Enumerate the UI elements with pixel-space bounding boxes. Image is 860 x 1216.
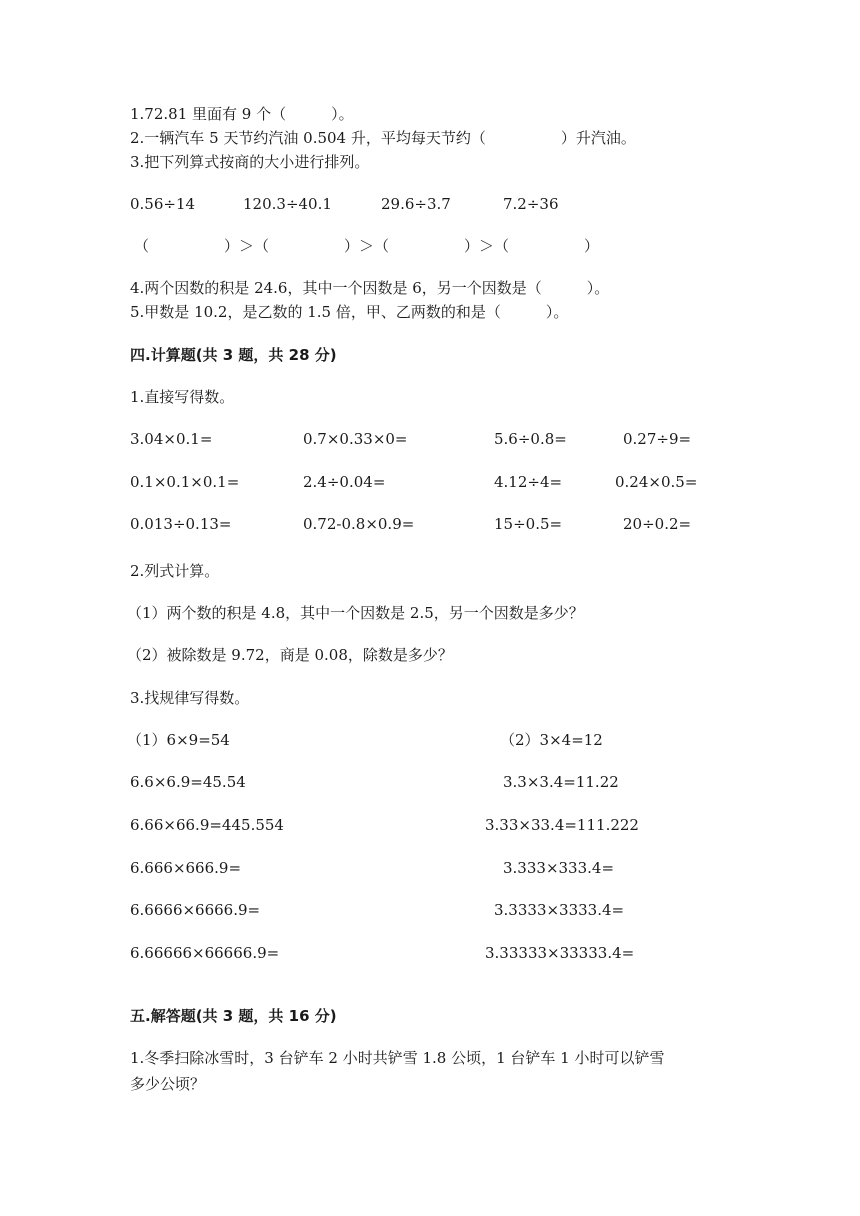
part-3-title: 3.找规律写得数。 bbox=[130, 689, 250, 707]
calc-item: 5.6÷0.8= bbox=[494, 430, 567, 448]
pattern-left: （1）6×9=54 bbox=[127, 731, 230, 749]
division-expression: 120.3÷40.1 bbox=[243, 195, 332, 213]
calc-item: 0.27÷9= bbox=[623, 430, 692, 448]
calc-item: 20÷0.2= bbox=[623, 515, 692, 533]
fill-question-3: 3.把下列算式按商的大小进行排列。 bbox=[130, 153, 370, 171]
calc-item: 0.7×0.33×0= bbox=[303, 430, 408, 448]
pattern-right: 3.33333×33333.4= bbox=[485, 944, 635, 962]
answer-question-1-line-1: 1.冬季扫除冰雪时，3 台铲车 2 小时共铲雪 1.8 公顷，1 台铲车 1 小时可以铲雪 bbox=[130, 1049, 665, 1067]
calc-item: 2.4÷0.04= bbox=[303, 473, 386, 491]
word-problem: （2）被除数是 9.72，商是 0.08，除数是多少？ bbox=[127, 646, 453, 664]
division-expression: 29.6÷3.7 bbox=[381, 195, 451, 213]
division-expression: 0.56÷14 bbox=[130, 195, 196, 213]
pattern-right: 3.3×3.4=11.22 bbox=[503, 773, 619, 791]
fill-question-2: 2.一辆汽车 5 天节约汽油 0.504 升，平均每天节约（ ）升汽油。 bbox=[130, 129, 636, 147]
pattern-left: 6.66666×66666.9= bbox=[130, 944, 280, 962]
calc-item: 3.04×0.1= bbox=[130, 430, 213, 448]
pattern-right: 3.3333×3333.4= bbox=[494, 901, 625, 919]
part-1-title: 1.直接写得数。 bbox=[130, 388, 235, 406]
calc-item: 0.013÷0.13= bbox=[130, 515, 232, 533]
calc-item: 4.12÷4= bbox=[494, 473, 563, 491]
pattern-left: 6.66×66.9=445.554 bbox=[130, 816, 284, 834]
division-expression: 7.2÷36 bbox=[503, 195, 559, 213]
calc-item: 0.1×0.1×0.1= bbox=[130, 473, 240, 491]
part-2-title: 2.列式计算。 bbox=[130, 562, 220, 580]
fill-question-4: 4.两个因数的积是 24.6，其中一个因数是 6，另一个因数是（ ）。 bbox=[130, 279, 610, 297]
section-5-title: 五.解答题(共 3 题，共 16 分) bbox=[130, 1007, 337, 1025]
pattern-right: 3.333×333.4= bbox=[503, 859, 615, 877]
calc-item: 0.72-0.8×0.9= bbox=[303, 515, 415, 533]
pattern-right: 3.33×33.4=111.222 bbox=[485, 816, 639, 834]
pattern-right: （2）3×4=12 bbox=[500, 731, 603, 749]
fill-question-5: 5.甲数是 10.2，是乙数的 1.5 倍，甲、乙两数的和是（ ）。 bbox=[130, 303, 569, 321]
answer-question-1-line-2: 多少公顷？ bbox=[130, 1075, 206, 1093]
calc-item: 15÷0.5= bbox=[494, 515, 563, 533]
section-4-title: 四.计算题(共 3 题，共 28 分) bbox=[130, 346, 337, 364]
word-problem: （1）两个数的积是 4.8，其中一个因数是 2.5，另一个因数是多少？ bbox=[127, 604, 584, 622]
pattern-left: 6.6×6.9=45.54 bbox=[130, 773, 246, 791]
ordering-blanks: （ ）＞（ ）＞（ ）＞（ ） bbox=[134, 237, 600, 255]
fill-question-1: 1.72.81 里面有 9 个（ ）。 bbox=[130, 105, 354, 123]
pattern-left: 6.6666×6666.9= bbox=[130, 901, 261, 919]
calc-item: 0.24×0.5= bbox=[615, 473, 698, 491]
pattern-left: 6.666×666.9= bbox=[130, 859, 242, 877]
